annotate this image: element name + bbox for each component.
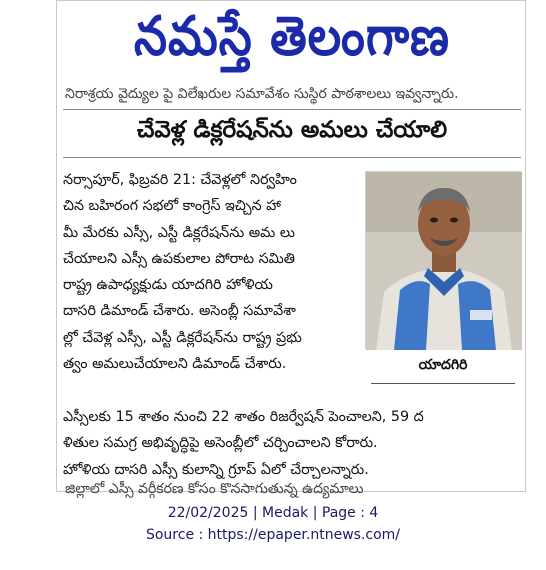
body-line: దాసరి డిమాండ్ చేశారు. అసెంబ్లీ సమావేశా [63,303,296,320]
cut-text-bottom-line: జిల్లాలో ఎస్సీ వర్గీకరణ కోసం కొనసాగుతున్న ఉద్యమాలు [65,481,364,497]
body-line: నర్సాపూర్, ఫిబ్రవరి 21: చేవెళ్లలో నిర్వహిం [63,172,297,188]
photo-caption: యాదగిరి [418,356,468,373]
article-body-wide [63,404,515,483]
newspaper-masthead [57,7,527,79]
masthead-title: నమస్తే తెలంగాణ [134,5,450,69]
clipping-footer [0,502,546,546]
body-line: త్వం అమలుచేయాలని డిమాండ్ చేశారు. [63,356,287,373]
caption-rule [371,383,515,384]
body-line: రాష్ట్ర ఉపాధ్యక్షుడు యాదగిరి హోళియ [63,277,273,294]
clipping-frame [56,0,526,497]
headline-rule-bottom [63,157,521,158]
body-line: మీ మేరకు ఎస్సీ, ఎస్టీ డిక్లరేషన్‌ను అమ లు [63,224,295,241]
cut-text-top-line: నిరాశ్రయ వైద్యుల పై విలేఖరుల సమావేశం సుస్థిర పాఠశాలలు ఇవ్వన్నారు. [65,86,459,102]
portrait-illustration [366,172,522,350]
body-line: చేయాలని ఎస్సీ ఉపకులాల పోరాట సమితి [63,250,295,267]
cut-text-bottom [57,481,527,497]
body-line: ళితుల సమగ్ర అభివృద్ధిపై అసెంబ్లీలో చర్చించాలని కోరారు. [63,435,378,452]
body-line: ల్లో చేవెళ్ల ఎస్సీ, ఎస్టీ డిక్లరేషన్‌ను రాష్ట్ర ప్రభు [63,329,302,346]
portrait-photo [365,171,521,349]
article-headline: చేవెళ్ల డిక్లరేషన్‌ను అమలు చేయాలి [136,117,448,143]
footer-date-edition: 22/02/2025 | Medak | Page : 4 [167,505,379,521]
cut-text-top [57,86,527,105]
body-line: ఎస్సీలకు 15 శాతం నుంచి 22 శాతం రిజర్వేషన్ పెంచాలని, 59 ద [63,409,424,425]
headline-rule-top [63,109,521,110]
body-line: చిన బహిరంగ సభలో కాంగ్రెస్ ఇచ్చిన హా [63,198,281,215]
article-body-column [63,167,363,377]
footer-source-link[interactable]: Source : https://epaper.ntnews.com/ [145,527,401,543]
body-line: హోళియ దాసరి ఎస్సీ కులాన్ని గ్రూప్ ఏలో చేర్చాలన్నారు. [63,461,369,478]
